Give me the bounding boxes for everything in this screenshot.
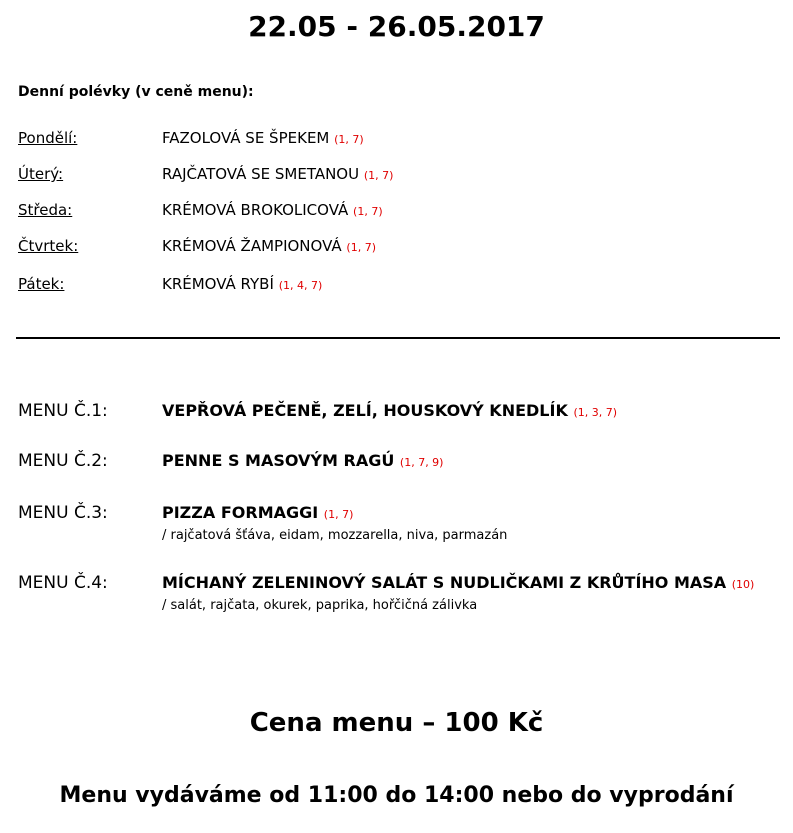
- soup-title: KRÉMOVÁ ŽAMPIONOVÁ: [162, 237, 342, 255]
- soup-name: [162, 129, 364, 147]
- serving-hours: Menu vydáváme od 11:00 do 14:00 nebo do vyprodání: [59, 783, 734, 808]
- menu-dish: [162, 451, 443, 470]
- soup-name: [162, 165, 393, 183]
- allergen-codes: (1, 7, 9): [399, 456, 444, 469]
- soup-title: KRÉMOVÁ BROKOLICOVÁ: [162, 201, 349, 219]
- menu-price: Cena menu – 100 Kč: [249, 708, 544, 738]
- menu-dish: [162, 503, 353, 522]
- allergen-codes: (1, 7): [363, 169, 394, 182]
- allergen-codes: (1, 7): [334, 133, 364, 146]
- page-title: 22.05 - 26.05.2017: [248, 10, 545, 43]
- allergen-codes: (10): [731, 578, 755, 591]
- allergen-codes: (1, 7): [346, 241, 376, 254]
- allergen-codes: (1, 7): [323, 508, 354, 521]
- soup-name: [162, 275, 322, 293]
- allergen-codes: (1, 3, 7): [573, 406, 618, 419]
- soup-title: FAZOLOVÁ SE ŠPEKEM: [162, 129, 330, 147]
- menu-label: MENU Č.1:: [18, 401, 108, 421]
- allergen-codes: (1, 4, 7): [278, 279, 323, 292]
- allergen-codes: (1, 7): [353, 205, 383, 218]
- dish-title: PENNE S MASOVÝM RAGÚ: [162, 451, 395, 470]
- soup-day: Středa:: [18, 201, 73, 219]
- menu-dish: [162, 573, 754, 592]
- menu-label: MENU Č.4:: [18, 573, 108, 593]
- dish-title: MÍCHANÝ ZELENINOVÝ SALÁT S NUDLIČKAMI Z KRŮTÍHO MASA: [162, 573, 727, 592]
- section-divider: [16, 337, 780, 339]
- soup-name: [162, 201, 383, 219]
- soup-title: KRÉMOVÁ RYBÍ: [162, 275, 274, 293]
- dish-description: / salát, rajčata, okurek, paprika, hořčičná zálivka: [162, 598, 478, 613]
- soup-name: [162, 237, 376, 255]
- soup-day: Čtvrtek:: [18, 237, 79, 255]
- soup-title: RAJČATOVÁ SE SMETANOU: [162, 165, 360, 183]
- menu-label: MENU Č.2:: [18, 451, 108, 471]
- soups-heading: Denní polévky (v ceně menu):: [18, 84, 254, 100]
- dish-title: PIZZA FORMAGGI: [162, 503, 319, 522]
- menu-dish: [162, 401, 617, 420]
- soup-day: Úterý:: [18, 165, 64, 183]
- soup-day: Pondělí:: [18, 129, 78, 147]
- soup-day: Pátek:: [18, 275, 65, 293]
- dish-title: VEPŘOVÁ PEČENĚ, ZELÍ, HOUSKOVÝ KNEDLÍK: [162, 401, 568, 420]
- dish-description: / rajčatová šťáva, eidam, mozzarella, niva, parmazán: [162, 528, 508, 543]
- menu-label: MENU Č.3:: [18, 503, 108, 523]
